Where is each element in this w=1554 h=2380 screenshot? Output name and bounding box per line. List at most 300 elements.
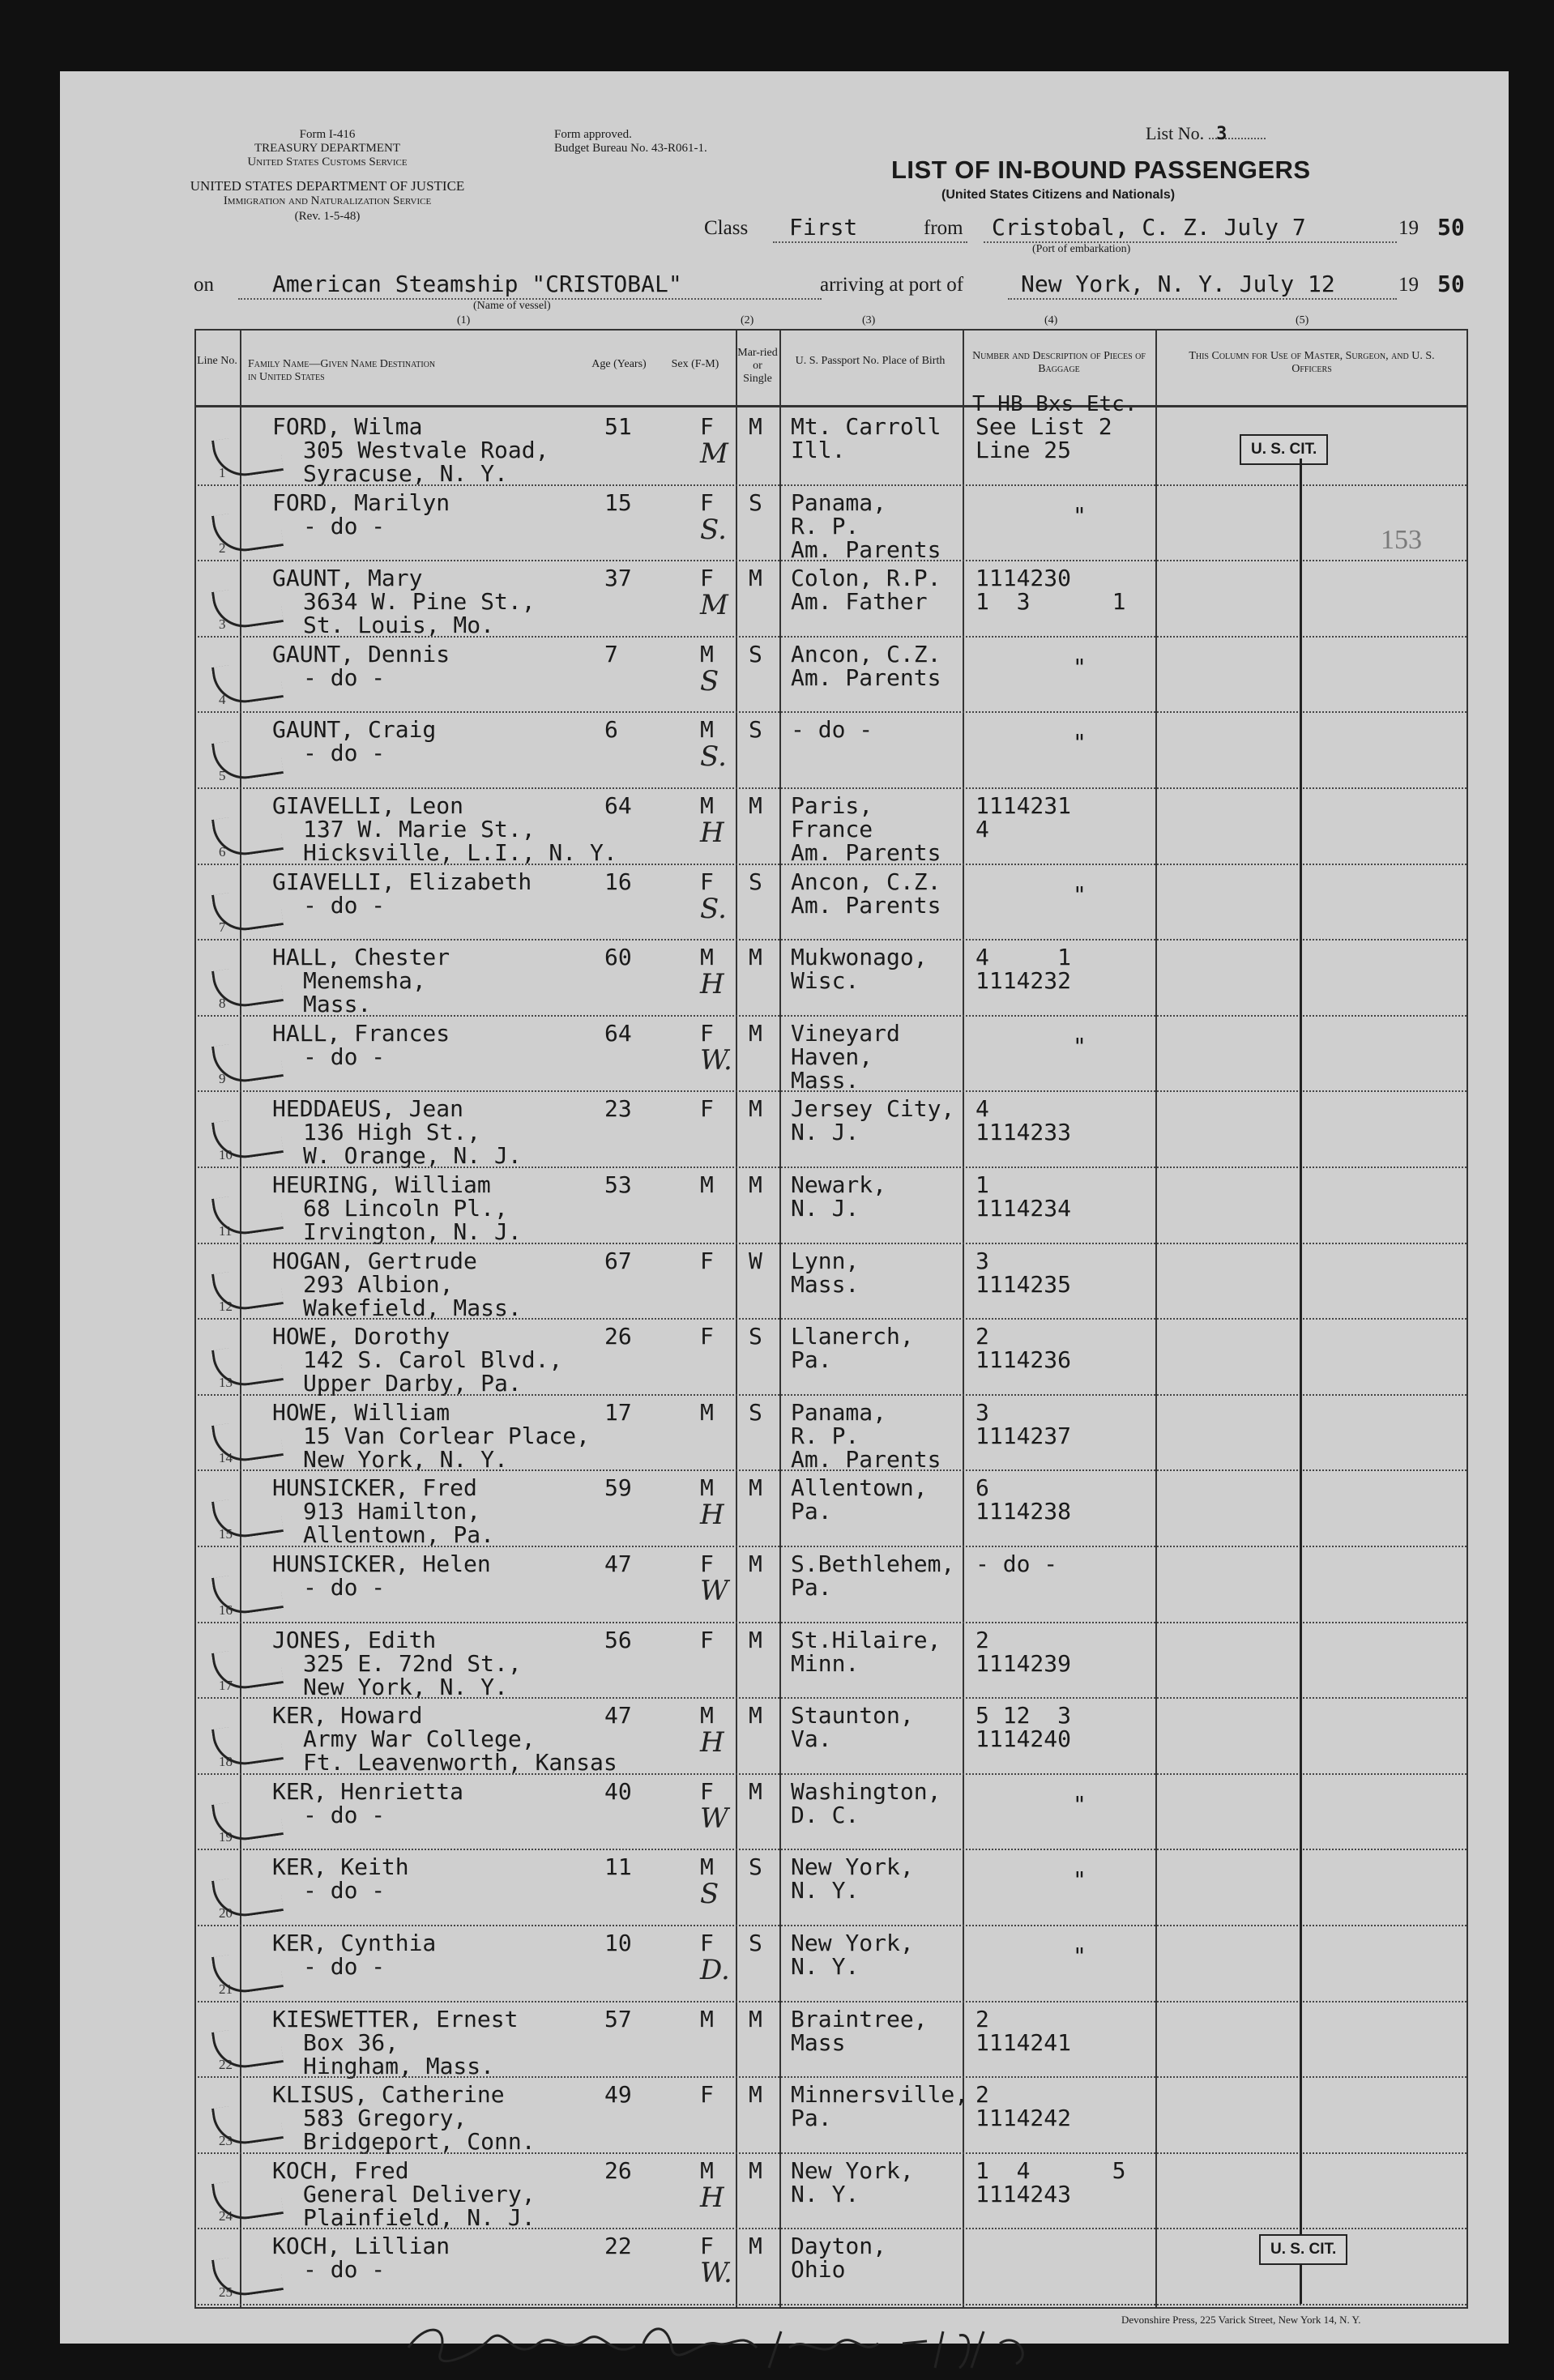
passenger-sex: M (700, 1474, 714, 1502)
marital-status: M (749, 1626, 762, 1653)
dept-customs: United States Customs Service (247, 156, 408, 168)
passenger-name: HALL, Chester (272, 944, 450, 971)
baggage-line: 1114240 (976, 1725, 1072, 1753)
year-prefix-2: 19 (1398, 274, 1419, 296)
place-of-birth-line: N. Y. (791, 2180, 860, 2207)
handwritten-mark: W. (700, 1043, 732, 1077)
col-number-1: (1) (457, 314, 471, 326)
baggage-line: 1114239 (976, 1649, 1072, 1677)
table-row (60, 1547, 1509, 1623)
justice-block (181, 178, 473, 224)
table-row (60, 638, 1509, 714)
col-officers-header: This Column for Use of Master, Surgeon, and U. S. Officers (1189, 350, 1435, 375)
place-of-birth-line: Allentown, (791, 1474, 928, 1502)
us-citizen-stamp-top: U. S. CIT. (1240, 434, 1328, 465)
baggage-line: 1114235 (976, 1270, 1072, 1298)
place-of-birth-line: Vineyard (791, 1019, 900, 1047)
passenger-age: 47 (604, 1550, 632, 1577)
place-of-birth-line: Paris, (791, 792, 873, 819)
handwritten-mark: S (700, 664, 719, 697)
passenger-sex: M (700, 716, 714, 744)
place-of-birth-line: - do - (791, 716, 873, 744)
destination-line: St. Louis, Mo. (303, 612, 495, 639)
baggage-line: See List 2 (976, 413, 1112, 440)
passenger-name: FORD, Marilyn (272, 488, 450, 516)
table-row (60, 1168, 1509, 1244)
destination-line: - do - (303, 1043, 386, 1070)
place-of-birth-line: Ill. (791, 437, 846, 463)
destination-line: 137 W. Marie St., (303, 816, 536, 842)
baggage-line: 3 (976, 1247, 989, 1274)
place-of-birth-line: France (791, 816, 873, 842)
passenger-age: 40 (604, 1777, 632, 1805)
line-number: 16 (219, 1602, 233, 1618)
destination-line: Plainfield, N. J. (303, 2203, 536, 2231)
col-passport-header: U. S. Passport No. Place of Birth (795, 355, 946, 367)
place-of-birth-line: Washington, (791, 1777, 941, 1805)
passenger-age: 53 (604, 1171, 632, 1198)
table-row (60, 2003, 1509, 2079)
line-number: 23 (219, 2132, 233, 2148)
passenger-age: 26 (604, 1323, 632, 1350)
passenger-name: HEDDAEUS, Jean (272, 1095, 464, 1123)
col-number-5: (5) (1296, 314, 1309, 326)
baggage-line: 2 (976, 1323, 989, 1350)
passenger-sex: F (700, 1323, 714, 1350)
baggage-line: " (1073, 729, 1087, 757)
place-of-birth-line: Panama, (791, 488, 887, 516)
place-of-birth-line: Mass. (791, 1066, 860, 1094)
marital-status: M (749, 1777, 762, 1805)
destination-line: - do - (303, 1801, 386, 1828)
baggage-line: 1114238 (976, 1498, 1072, 1525)
handwritten-mark: H (700, 1499, 724, 1532)
place-of-birth-line: Haven, (791, 1043, 873, 1070)
passenger-name: KER, Howard (272, 1702, 423, 1730)
baggage-line: 1114237 (976, 1422, 1072, 1449)
baggage-line: " (1073, 1032, 1087, 1060)
place-of-birth-line: Minn. (791, 1649, 860, 1677)
destination-line: 68 Lincoln Pl., (303, 1195, 508, 1222)
table-row (60, 1320, 1509, 1396)
baggage-line: " (1073, 501, 1087, 529)
baggage-line: 6 (976, 1474, 989, 1502)
vessel-caption: (Name of vessel) (473, 300, 551, 312)
handwritten-mark: S. (700, 740, 727, 774)
line-number: 14 (219, 1450, 233, 1466)
vessel-name: American Steamship "CRISTOBAL" (272, 271, 682, 297)
destination-line: Bridgeport, Conn. (303, 2128, 536, 2156)
baggage-line: 1114242 (976, 2105, 1072, 2132)
baggage-note: T HB Bxs Etc. (972, 392, 1138, 416)
passenger-name: GIAVELLI, Leon (272, 792, 464, 819)
place-of-birth-line: Pa. (791, 1346, 832, 1374)
arrival-port-date: New York, N. Y. July 12 (1021, 271, 1335, 297)
year-2: 50 (1437, 271, 1465, 297)
passenger-sex: F (700, 1019, 714, 1047)
baggage-line: " (1073, 653, 1087, 680)
from-label: from (924, 217, 963, 239)
handwritten-mark: H (700, 817, 724, 849)
baggage-line: 4 1 (976, 944, 1072, 971)
place-of-birth-line: Wisc. (791, 967, 860, 995)
marital-status: S (749, 640, 762, 668)
passenger-age: 57 (604, 2005, 632, 2032)
passenger-name: HOGAN, Gertrude (272, 1247, 477, 1274)
baggage-line: 2 (976, 1626, 989, 1653)
passenger-sex: F (700, 1247, 714, 1274)
marital-status: M (749, 2156, 762, 2184)
marital-status: M (749, 565, 762, 592)
marital-status: S (749, 1930, 762, 1956)
stamp-bracket-line (1300, 459, 1302, 2304)
baggage-line: 1114236 (976, 1346, 1072, 1374)
place-of-birth-line: Mass. (791, 1270, 860, 1298)
marital-status: S (749, 488, 762, 516)
row-divider (198, 2304, 1466, 2305)
place-of-birth-line: Panama, (791, 1398, 887, 1426)
passenger-sex: M (700, 1171, 714, 1198)
destination-line: 142 S. Carol Blvd., (303, 1346, 563, 1374)
handwritten-mark: W (700, 1802, 728, 1835)
destination-line: 3634 W. Pine St., (303, 588, 536, 616)
handwritten-mark: D. (700, 1954, 730, 1986)
table-row (60, 486, 1509, 562)
passenger-name: FORD, Wilma (272, 413, 423, 440)
baggage-line: 2 (976, 2081, 989, 2109)
place-of-birth-line: N. J. (791, 1119, 860, 1146)
place-of-birth-line: R. P. (791, 1422, 860, 1449)
col-baggage-header: Number and Description of Pieces of Baggage (972, 350, 1146, 375)
table-row (60, 1244, 1509, 1320)
place-of-birth-line: Ancon, C.Z. (791, 640, 941, 668)
passenger-name: GAUNT, Mary (272, 565, 423, 592)
baggage-line: 4 (976, 816, 989, 842)
dept-immigration: Immigration and Naturalization Service (223, 194, 432, 207)
port-embarkation-caption: (Port of embarkation) (1032, 243, 1131, 255)
handwritten-mark: H (700, 1726, 724, 1759)
destination-line: - do - (303, 740, 386, 767)
passenger-sex: F (700, 565, 714, 592)
passenger-sex: M (700, 640, 714, 668)
baggage-line: 1114234 (976, 1195, 1072, 1222)
passenger-age: 15 (604, 488, 632, 516)
passenger-name: HOWE, Dorothy (272, 1323, 450, 1350)
passenger-age: 47 (604, 1702, 632, 1730)
table-row (60, 1471, 1509, 1547)
passenger-sex: M (700, 2156, 714, 2184)
destination-line: - do - (303, 1953, 386, 1980)
destination-line: New York, N. Y. (303, 1445, 508, 1473)
line-number: 17 (219, 1678, 233, 1694)
table-row (60, 865, 1509, 941)
passenger-sex: F (700, 413, 714, 440)
arriving-label: arriving at port of (820, 274, 964, 296)
handwritten-mark: S. (700, 513, 727, 546)
destination-line: 913 Hamilton, (303, 1498, 481, 1525)
baggage-line: 1114233 (976, 1119, 1072, 1146)
line-number: 6 (219, 843, 226, 859)
handwritten-mark: S. (700, 892, 727, 925)
destination-line: Syracuse, N. Y. (303, 460, 508, 487)
place-of-birth-line: R. P. (791, 512, 860, 540)
table-row (60, 789, 1509, 865)
baggage-line: Line 25 (976, 437, 1072, 463)
passenger-sex: F (700, 1777, 714, 1805)
destination-line: W. Orange, N. J. (303, 1142, 522, 1170)
table-row (60, 713, 1509, 789)
place-of-birth-line: Am. Parents (791, 1445, 941, 1473)
class-label: Class (704, 217, 749, 239)
form-number: Form I-416 (299, 128, 356, 141)
passenger-sex: M (700, 1398, 714, 1426)
marital-status: S (749, 716, 762, 744)
table-row (60, 1623, 1509, 1700)
line-number: 8 (219, 995, 226, 1011)
place-of-birth-line: New York, (791, 1930, 914, 1956)
place-of-birth-line: Mt. Carroll (791, 413, 941, 440)
line-number: 25 (219, 2284, 233, 2300)
passenger-name: GIAVELLI, Elizabeth (272, 868, 532, 895)
passenger-age: 64 (604, 1019, 632, 1047)
marital-status: M (749, 2081, 762, 2109)
passenger-age: 16 (604, 868, 632, 895)
table-row (60, 1017, 1509, 1093)
place-of-birth-line: Minnersville, (791, 2081, 969, 2109)
baggage-line: 1 3 1 (976, 588, 1126, 616)
place-of-birth-line: Braintree, (791, 2005, 928, 2032)
destination-line: Box 36, (303, 2028, 399, 2056)
destination-line: 293 Albion, (303, 1270, 454, 1298)
from-value: Cristobal, C. Z. July 7 (992, 214, 1306, 241)
baggage-line: 1 4 5 (976, 2156, 1126, 2184)
line-number: 15 (219, 1525, 233, 1542)
revision: (Rev. 1-5-48) (294, 210, 361, 223)
table-row (60, 561, 1509, 638)
page-title: LIST OF IN-BOUND PASSENGERS (891, 156, 1311, 184)
destination-line: - do - (303, 2256, 386, 2284)
baggage-line: " (1073, 1943, 1087, 1969)
us-citizen-stamp-bottom: U. S. CIT. (1259, 2234, 1347, 2265)
passenger-age: 51 (604, 413, 632, 440)
destination-line: Mass. (303, 991, 372, 1018)
baggage-line: 5 12 3 (976, 1702, 1072, 1730)
table-row (60, 1926, 1509, 2003)
place-of-birth-line: Mukwonago, (791, 944, 928, 971)
handwritten-mark: W (700, 1575, 728, 1607)
place-of-birth-line: N. Y. (791, 1953, 860, 1980)
passenger-name: KER, Cynthia (272, 1930, 437, 1956)
line-number: 12 (219, 1299, 233, 1315)
destination-line: Army War College, (303, 1725, 536, 1753)
handwritten-mark: M (700, 589, 728, 622)
page-subtitle: (United States Citizens and Nationals) (941, 188, 1176, 202)
place-of-birth-line: Am. Parents (791, 839, 941, 866)
place-of-birth-line: S.Bethlehem, (791, 1550, 955, 1577)
line-number: 2 (219, 540, 226, 557)
place-of-birth-line: Pa. (791, 1498, 832, 1525)
margin-number: 153 (1381, 525, 1422, 555)
col-married-header: Mar-ried or Single (737, 347, 778, 385)
baggage-line: " (1073, 1790, 1087, 1818)
handwritten-mark: H (700, 968, 724, 1001)
marital-status: M (749, 2005, 762, 2032)
dept-justice: UNITED STATES DEPARTMENT OF JUSTICE (190, 178, 465, 194)
line-number: 19 (219, 1829, 233, 1845)
place-of-birth-line: Jersey City, (791, 1095, 955, 1123)
passenger-sex: F (700, 1095, 714, 1123)
place-of-birth-line: Ohio (791, 2256, 846, 2284)
marital-status: M (749, 1474, 762, 1502)
passenger-sex: M (700, 944, 714, 971)
marital-status: M (749, 1171, 762, 1198)
line-number: 22 (219, 2057, 233, 2073)
table-row (60, 1699, 1509, 1775)
passenger-age: 7 (604, 640, 618, 668)
passenger-age: 56 (604, 1626, 632, 1653)
table-row (60, 1775, 1509, 1851)
table-row (60, 940, 1509, 1017)
destination-line: New York, N. Y. (303, 1673, 508, 1700)
place-of-birth-line: N. J. (791, 1195, 860, 1222)
passenger-age: 67 (604, 1247, 632, 1274)
line-number: 10 (219, 1146, 233, 1162)
form-approved: Form approved. (554, 128, 632, 141)
passenger-age: 49 (604, 2081, 632, 2109)
on-label: on (194, 274, 214, 296)
passenger-age: 60 (604, 944, 632, 971)
col-number-2: (2) (741, 314, 754, 326)
passenger-age: 22 (604, 2233, 632, 2260)
marital-status: S (749, 868, 762, 895)
baggage-line: 3 (976, 1398, 989, 1426)
destination-line: Ft. Leavenworth, Kansas (303, 1749, 617, 1776)
col-name-header: Family Name—Given Name Destination in United States (248, 358, 436, 383)
baggage-line: " (1073, 1866, 1087, 1894)
place-of-birth-line: St.Hilaire, (791, 1626, 941, 1653)
place-of-birth-line: N. Y. (791, 1877, 860, 1904)
agency-block (181, 128, 473, 169)
destination-line: - do - (303, 1574, 386, 1601)
baggage-line: 4 (976, 1095, 989, 1123)
destination-line: - do - (303, 663, 386, 691)
col-age-header: Age (Years) (591, 358, 647, 370)
passenger-name: KOCH, Lillian (272, 2233, 450, 2260)
passenger-name: HUNSICKER, Helen (272, 1550, 491, 1577)
list-value: 3 (1216, 124, 1227, 144)
place-of-birth-line: Newark, (791, 1171, 887, 1198)
passenger-sex: F (700, 488, 714, 516)
marital-status: S (749, 1323, 762, 1350)
passenger-name: KOCH, Fred (272, 2156, 409, 2184)
line-number: 7 (219, 919, 226, 936)
col-line-header: Line No. (197, 355, 237, 367)
destination-line: General Delivery, (303, 2180, 536, 2207)
marital-status: M (749, 2233, 762, 2260)
handwritten-mark: H (700, 2181, 724, 2214)
col-number-3: (3) (862, 314, 876, 326)
col-number-4: (4) (1044, 314, 1058, 326)
year-1: 50 (1437, 214, 1465, 241)
destination-line: 136 High St., (303, 1119, 481, 1146)
passenger-age: 37 (604, 565, 632, 592)
baggage-line: 1114232 (976, 967, 1072, 995)
passenger-name: HUNSICKER, Fred (272, 1474, 477, 1502)
place-of-birth-line: Ancon, C.Z. (791, 868, 941, 895)
place-of-birth-line: Llanerch, (791, 1323, 914, 1350)
col-sex-header: Sex (F-M) (671, 358, 719, 370)
marital-status: W (749, 1247, 762, 1274)
place-of-birth-line: Am. Parents (791, 535, 941, 563)
year-prefix-1: 19 (1398, 217, 1419, 239)
dept-treasury: TREASURY DEPARTMENT (254, 142, 401, 155)
destination-line: Menemsha, (303, 967, 426, 995)
destination-line: 325 E. 72nd St., (303, 1649, 522, 1677)
handwritten-mark: W. (700, 2257, 732, 2290)
passenger-sex: M (700, 792, 714, 819)
baggage-line: - do - (976, 1550, 1058, 1577)
table-row (60, 1396, 1509, 1472)
destination-line: Hingham, Mass. (303, 2052, 495, 2079)
list-label: List No. (1146, 123, 1205, 143)
passenger-name: HEURING, William (272, 1171, 491, 1198)
destination-line: 583 Gregory, (303, 2105, 467, 2132)
line-number: 9 (219, 1071, 226, 1087)
place-of-birth-line: Colon, R.P. (791, 565, 941, 592)
destination-line: - do - (303, 512, 386, 540)
place-of-birth-line: Pa. (791, 1574, 832, 1601)
marital-status: S (749, 1853, 762, 1881)
line-number: 5 (219, 767, 226, 783)
passenger-name: KIESWETTER, Ernest (272, 2005, 519, 2032)
passenger-age: 59 (604, 1474, 632, 1502)
line-number: 21 (219, 1981, 233, 1997)
class-value: First (789, 214, 858, 241)
marital-status: M (749, 1702, 762, 1730)
table-row (60, 1850, 1509, 1926)
budget-bureau: Budget Bureau No. 43-R061-1. (554, 142, 707, 155)
baggage-line: 1114230 (976, 565, 1072, 592)
line-number: 3 (219, 616, 226, 632)
line-number: 24 (219, 2208, 233, 2224)
place-of-birth-line: Mass (791, 2028, 846, 2056)
list-number (1146, 123, 1280, 144)
passenger-sex: F (700, 1550, 714, 1577)
passenger-name: GAUNT, Dennis (272, 640, 450, 668)
marital-status: M (749, 1019, 762, 1047)
manifest-page (60, 71, 1509, 2344)
destination-line: 305 Westvale Road, (303, 437, 549, 463)
approval-block (554, 128, 707, 156)
passenger-name: GAUNT, Craig (272, 716, 437, 744)
passenger-sex: F (700, 1930, 714, 1956)
destination-line: Irvington, N. J. (303, 1218, 522, 1245)
destination-line: 15 Van Corlear Place, (303, 1422, 591, 1449)
line-number: 1 (219, 464, 226, 480)
place-of-birth-line: Am. Father (791, 588, 928, 616)
line-number: 13 (219, 1374, 233, 1390)
passenger-sex: M (700, 1853, 714, 1881)
passenger-age: 6 (604, 716, 618, 744)
passenger-age: 10 (604, 1930, 632, 1956)
passenger-age: 23 (604, 1095, 632, 1123)
place-of-birth-line: Am. Parents (791, 891, 941, 919)
passenger-name: HOWE, William (272, 1398, 450, 1426)
marital-status: M (749, 413, 762, 440)
destination-line: Allentown, Pa. (303, 1521, 495, 1549)
marital-status: M (749, 944, 762, 971)
printer-imprint: Devonshire Press, 225 Varick Street, New York 14, N. Y. (1121, 2314, 1361, 2326)
